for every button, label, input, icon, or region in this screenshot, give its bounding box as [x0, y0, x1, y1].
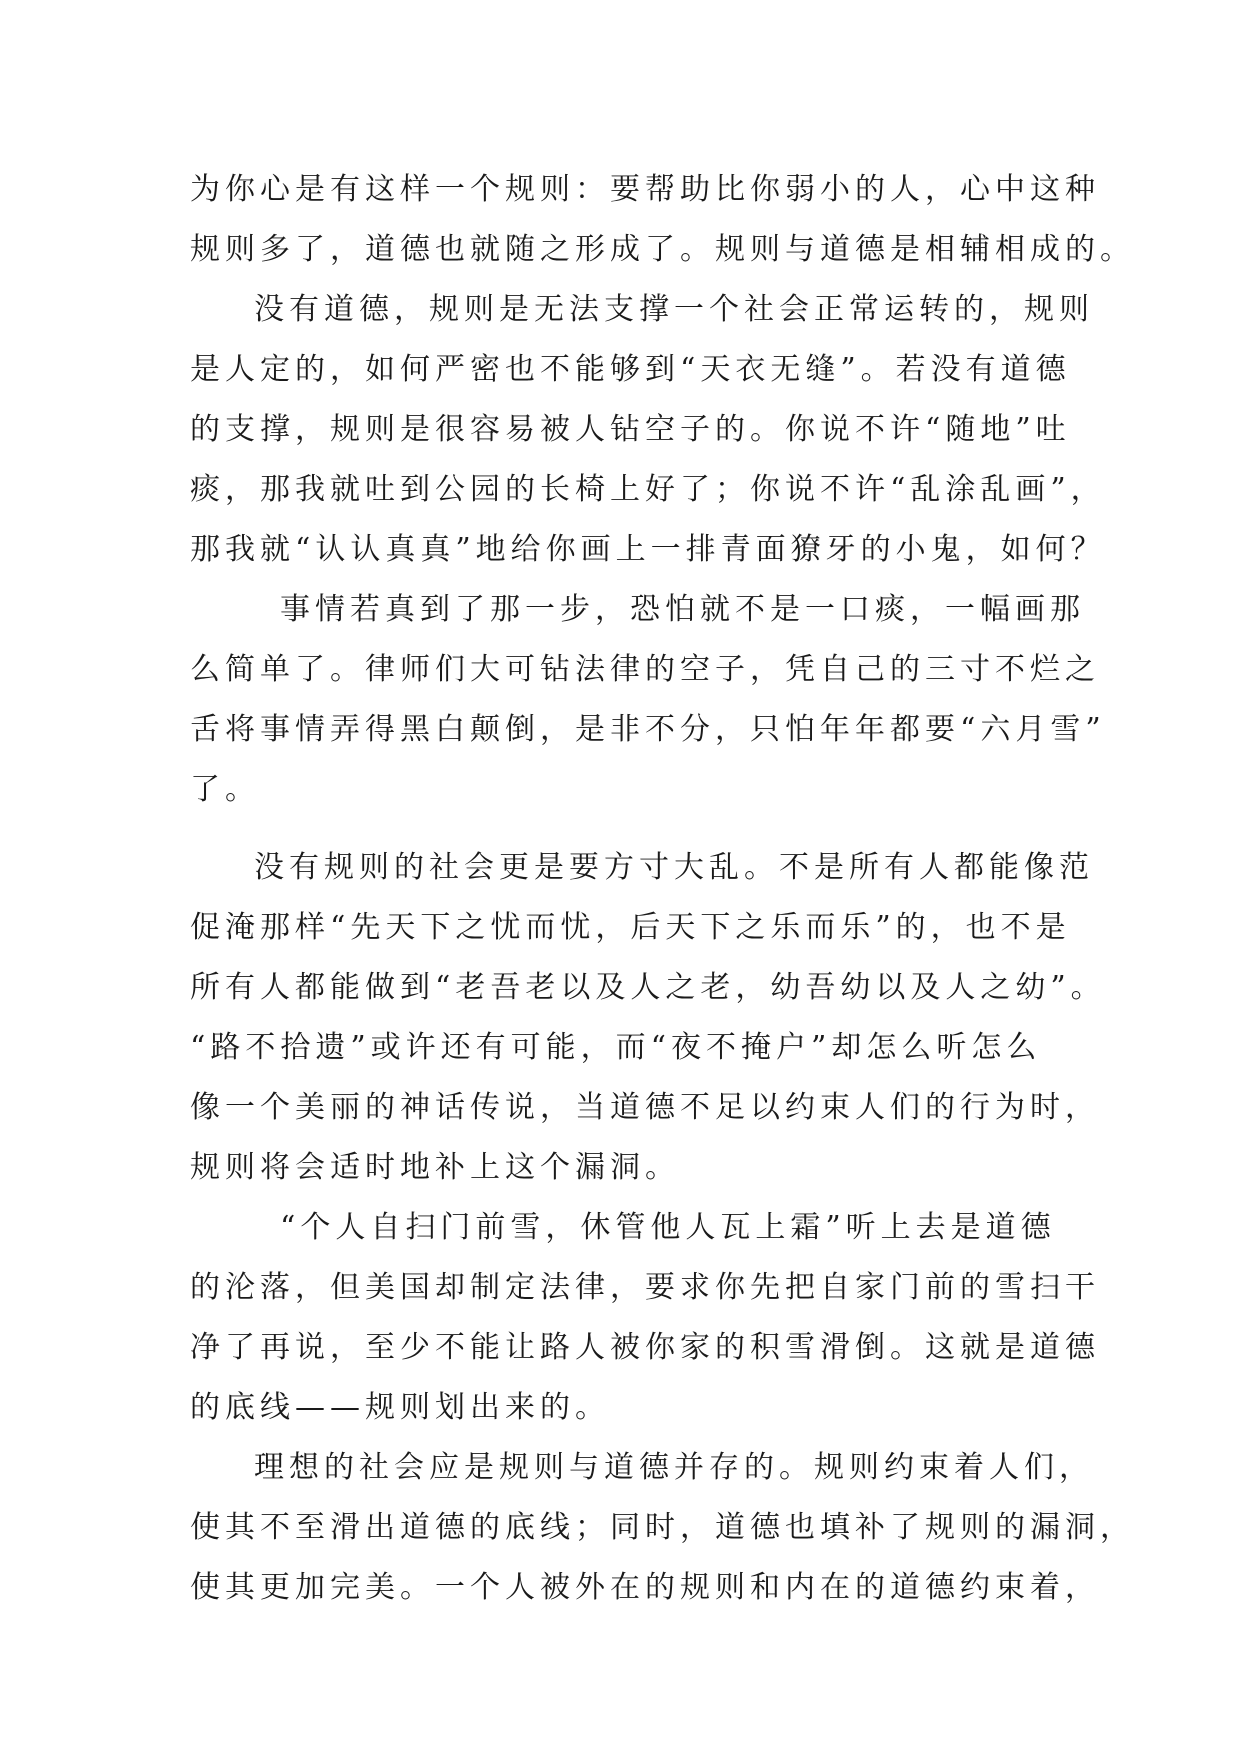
text-line: 规则将会适时地补上这个漏洞。: [190, 1150, 680, 1185]
paragraph-start-line: 没有道德，规则是无法支撑一个社会正常运转的，规则: [254, 292, 1094, 327]
text-line: 么简单了。律师们大可钻法律的空子，凭自己的三寸不烂之: [190, 652, 1100, 687]
paragraph-start-line: 理想的社会应是规则与道德并存的。规则约束着人们，: [254, 1450, 1094, 1485]
paragraph-start-line: 没有规则的社会更是要方寸大乱。不是所有人都能像范: [254, 850, 1094, 885]
text-line: 是人定的，如何严密也不能够到“天衣无缝”。若没有道德: [190, 352, 1071, 387]
text-line: 的沦落，但美国却制定法律，要求你先把自家门前的雪扫干: [190, 1270, 1100, 1305]
paragraph-start-line: “个人自扫门前雪，休管他人瓦上霜”听上去是道德: [280, 1210, 1056, 1245]
text-line: 规则多了，道德也就随之形成了。规则与道德是相辅相成的。: [190, 232, 1135, 267]
text-line: 的支撑，规则是很容易被人钻空子的。你说不许“随地”吐: [190, 412, 1071, 447]
text-line: 为你心是有这样一个规则：要帮助比你弱小的人，心中这种: [190, 172, 1100, 207]
paragraph-start-line: 事情若真到了那一步，恐怕就不是一口痰，一幅画那: [280, 592, 1085, 627]
text-line: 痰，那我就吐到公园的长椅上好了；你说不许“乱涂乱画”，: [190, 472, 1106, 507]
text-line: 所有人都能做到“老吾老以及人之老，幼吾幼以及人之幼”。: [190, 970, 1106, 1005]
text-line: 净了再说，至少不能让路人被你家的积雪滑倒。这就是道德: [190, 1330, 1100, 1365]
text-line: 促淹那样“先天下之忧而忧，后天下之乐而乐”的，也不是: [190, 910, 1071, 945]
text-line: 了。: [190, 772, 260, 807]
text-line: 那我就“认认真真”地给你画上一排青面獠牙的小鬼，如何？: [190, 532, 1106, 567]
text-line: 舌将事情弄得黑白颠倒，是非不分，只怕年年都要“六月雪”: [190, 712, 1106, 747]
text-line: “路不拾遗”或许还有可能，而“夜不掩户”却怎么听怎么: [190, 1030, 1042, 1065]
text-line: 使其不至滑出道德的底线；同时，道德也填补了规则的漏洞，: [190, 1510, 1135, 1545]
text-line: 的底线——规则划出来的。: [190, 1390, 610, 1425]
text-line: 使其更加完美。一个人被外在的规则和内在的道德约束着，: [190, 1570, 1100, 1605]
text-line: 像一个美丽的神话传说，当道德不足以约束人们的行为时，: [190, 1090, 1100, 1125]
essay-body: [190, 160, 1135, 1618]
